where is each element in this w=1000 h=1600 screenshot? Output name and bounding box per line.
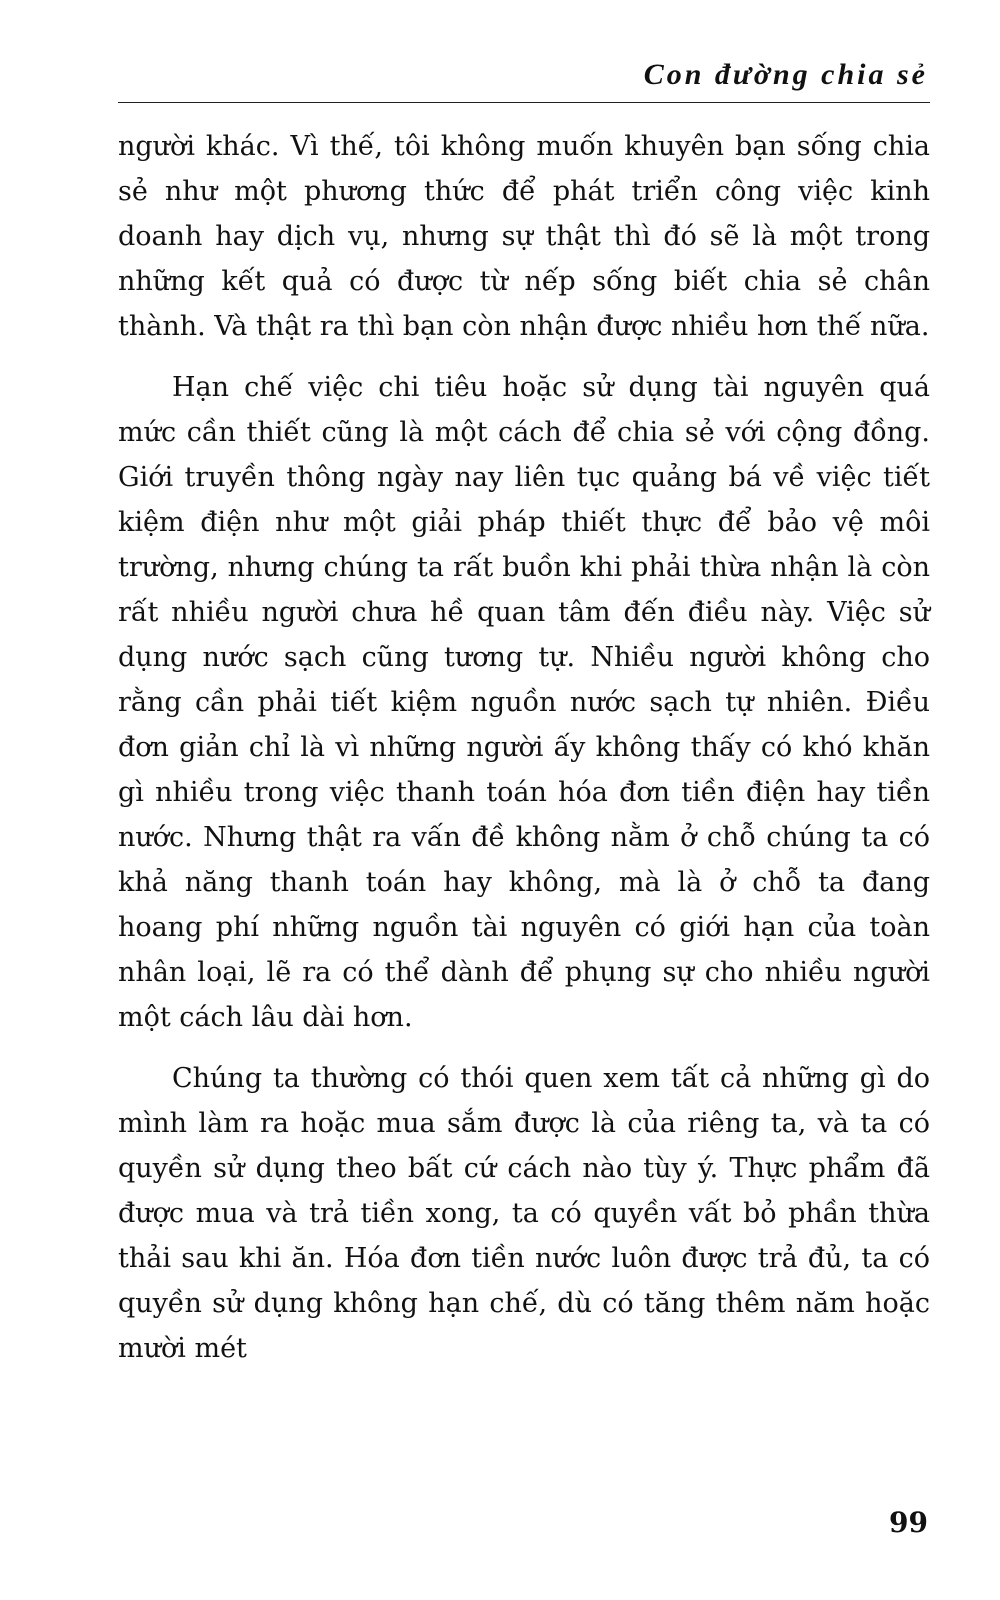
paragraph: Hạn chế việc chi tiêu hoặc sử dụng tài nguyên quá mức cần thiết cũng là một cách để chia sẻ với cộng đồng. Giới truyền thông ngày nay liên tục quảng bá về việc tiết kiệm điện như một giải pháp thiết thực để bảo vệ môi trường, nhưng chúng ta rất buồn khi phải thừa nhận là còn rất nhiều người chưa hề quan tâm đến điều này. Việc sử dụng nước sạch cũng tương tự. Nhiều người không cho rằng cần phải tiết kiệm nguồn nước sạch tự nhiên. Điều đơn giản chỉ là vì những người ấy không thấy có khó khăn gì nhiều trong việc thanh toán hóa đơn tiền điện hay tiền nước. Nhưng thật ra vấn đề không nằm ở chỗ chúng ta có khả năng thanh toán hay không, mà là ở chỗ ta đang hoang phí những nguồn tài nguyên có giới hạn của toàn nhân loại, lẽ ra có thể dành để phụng sự cho nhiều người một cách lâu dài hơn.	[118, 372, 930, 1033]
running-header-title: Con đường chia sẻ	[643, 58, 928, 91]
body-text	[118, 124, 930, 1387]
paragraph: Chúng ta thường có thói quen xem tất cả những gì do mình làm ra hoặc mua sắm được là của riêng ta, và ta có quyền sử dụng theo bất cứ cách nào tùy ý. Thực phẩm đã được mua và trả tiền xong, ta có quyền vất bỏ phần thừa thải sau khi ăn. Hóa đơn tiền nước luôn được trả đủ, ta có quyền sử dụng không hạn chế, dù có tăng thêm năm hoặc mười mét	[118, 1063, 930, 1364]
running-header	[118, 54, 930, 103]
paragraph-continued: người khác. Vì thế, tôi không muốn khuyên bạn sống chia sẻ như một phương thức để phát triển công việc kinh doanh hay dịch vụ, nhưng sự thật thì đó sẽ là một trong những kết quả có được từ nếp sống biết chia sẻ chân thành. Và thật ra thì bạn còn nhận được nhiều hơn thế nữa.	[118, 131, 930, 342]
page-number: 99	[889, 1506, 928, 1539]
